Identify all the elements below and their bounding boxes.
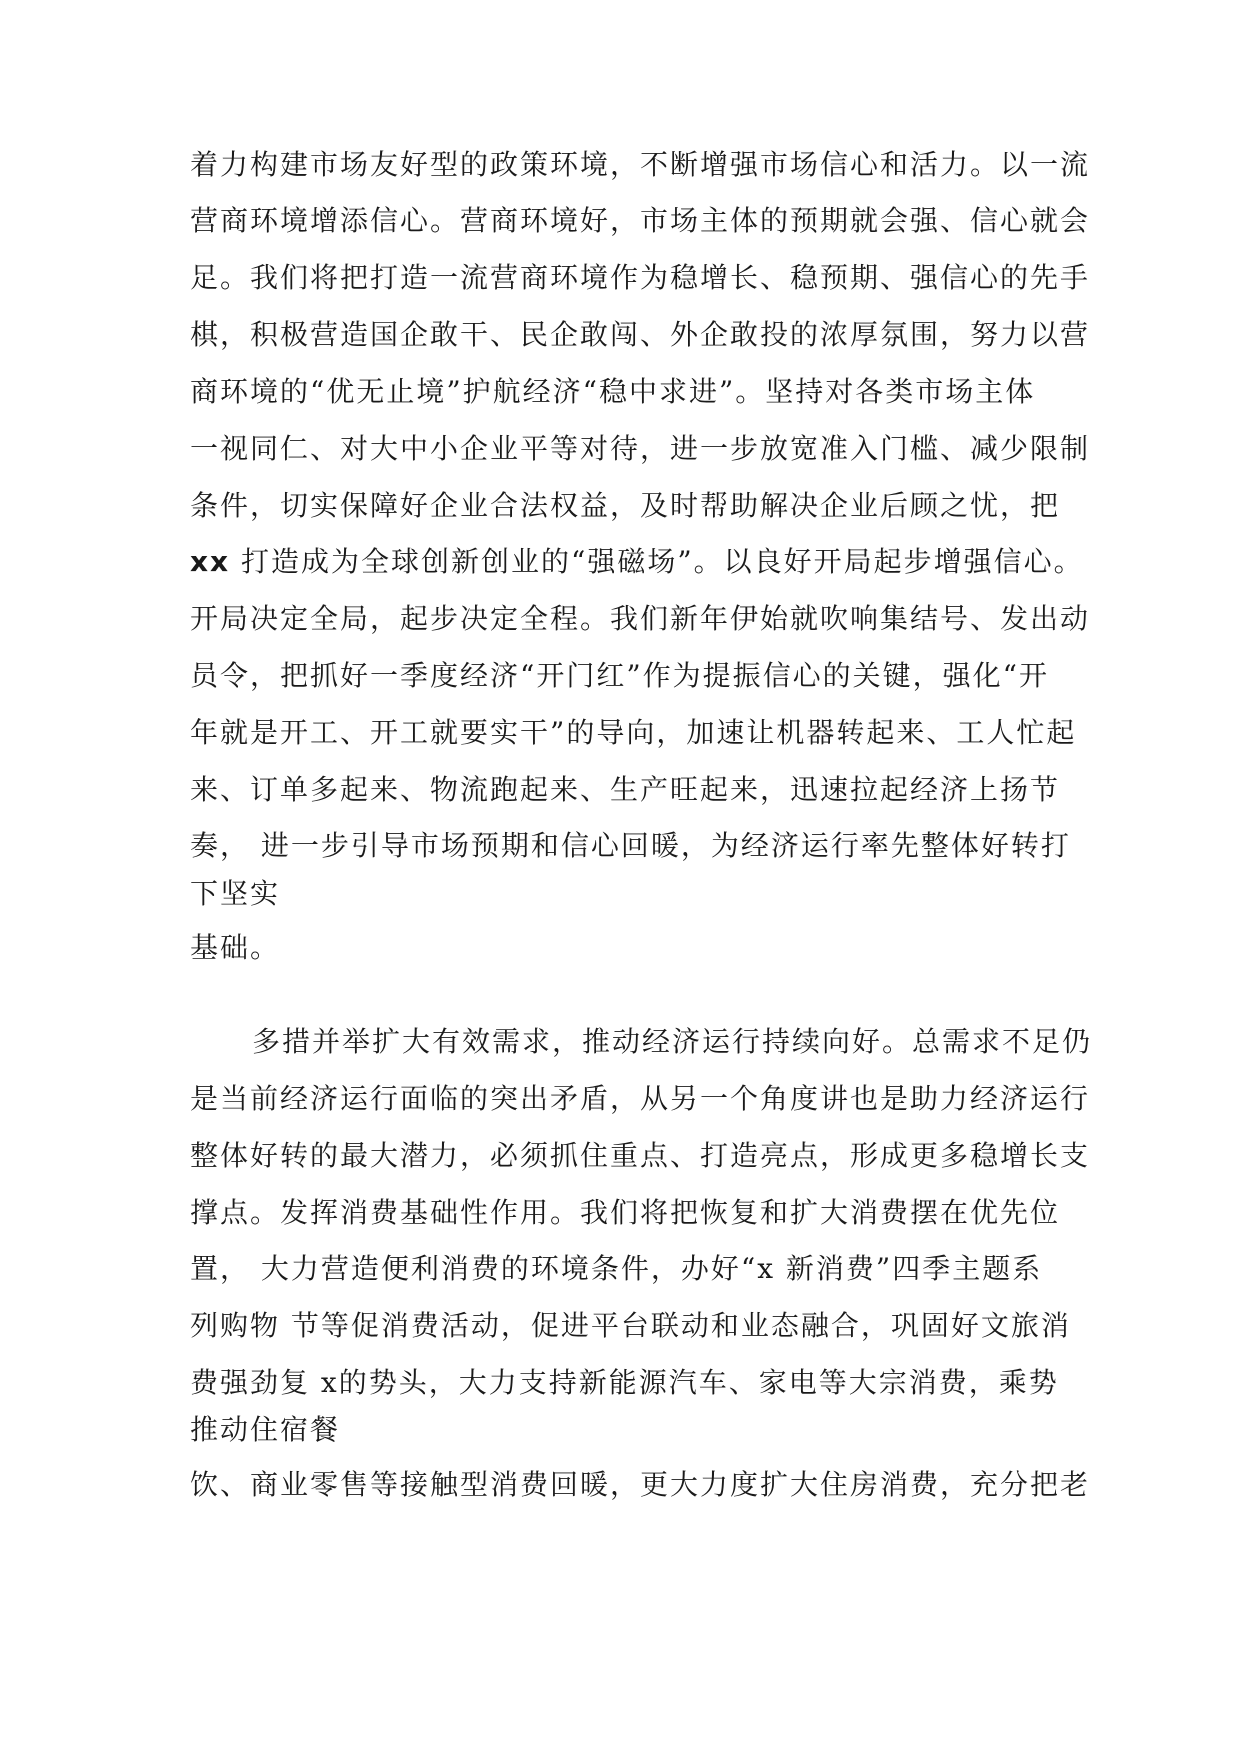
text-line: 足。我们将把打造一流营商环境作为稳增长、稳预期、强信心的先手 [190, 261, 1091, 294]
text-line: 基础。 [190, 931, 281, 964]
text-line: 条件，切实保障好企业合法权益，及时帮助解决企业后顾之忧，把 [190, 489, 1061, 522]
text-line: 棋，积极营造国企敢干、民企敢闯、外企敢投的浓厚氛围，努力以营 [190, 318, 1091, 351]
text-line: 年就是开工、开工就要实干”的导向，加速让机器转起来、工人忙起 [190, 716, 1077, 749]
text-line: 撑点。发挥消费基础性作用。我们将把恢复和扩大消费摆在优先位 [190, 1196, 1061, 1229]
text-line: 来、订单多起来、物流跑起来、生产旺起来，迅速拉起经济上扬节 [190, 773, 1061, 806]
placeholder-xx: xx [190, 545, 231, 578]
text-line: 开局决定全局，起步决定全程。我们新年伊始就吹响集结号、发出动 [190, 602, 1091, 635]
text-line: 奏， 进一步引导市场预期和信心回暖，为经济运行率先整体好转打 [190, 829, 1071, 862]
text-line: 商环境的“优无止境”护航经济“稳中求进”。坚持对各类市场主体 [190, 375, 1036, 408]
text-line: 员令，把抓好一季度经济“开门红”作为提振信心的关键，强化“开 [190, 659, 1049, 692]
text-line-rest: 打造成为全球创新创业的“强磁场”。以良好开局起步增强信心。 [241, 545, 1084, 578]
text-line: 营商环境增添信心。营商环境好，市场主体的预期就会强、信心就会 [190, 204, 1091, 237]
text-line: 下坚实 [190, 877, 281, 910]
text-line: 列购物 节等促消费活动，促进平台联动和业态融合，巩固好文旅消 [190, 1309, 1071, 1342]
text-line: 费强劲复 x的势头，大力支持新能源汽车、家电等大宗消费，乘势 [190, 1366, 1059, 1399]
text-line: 置， 大力营造便利消费的环境条件，办好“x 新消费”四季主题系 [190, 1252, 1043, 1285]
text-line: 是当前经济运行面临的突出矛盾，从另一个角度讲也是助力经济运行 [190, 1082, 1091, 1115]
text-line: 整体好转的最大潜力，必须抓住重点、打造亮点，形成更多稳增长支 [190, 1139, 1091, 1172]
text-line: 推动住宿餐 [190, 1413, 341, 1446]
text-line: 着力构建市场友好型的政策环境，不断增强市场信心和活力。以一流 [190, 148, 1091, 181]
text-line-with-placeholder [190, 542, 1084, 582]
paragraph-start-line: 多措并举扩大有效需求，推动经济运行持续向好。总需求不足仍 [252, 1025, 1093, 1058]
text-line: 饮、商业零售等接触型消费回暖，更大力度扩大住房消费，充分把老 [190, 1468, 1091, 1501]
text-line: 一视同仁、对大中小企业平等对待，进一步放宽准入门槛、减少限制 [190, 432, 1091, 465]
